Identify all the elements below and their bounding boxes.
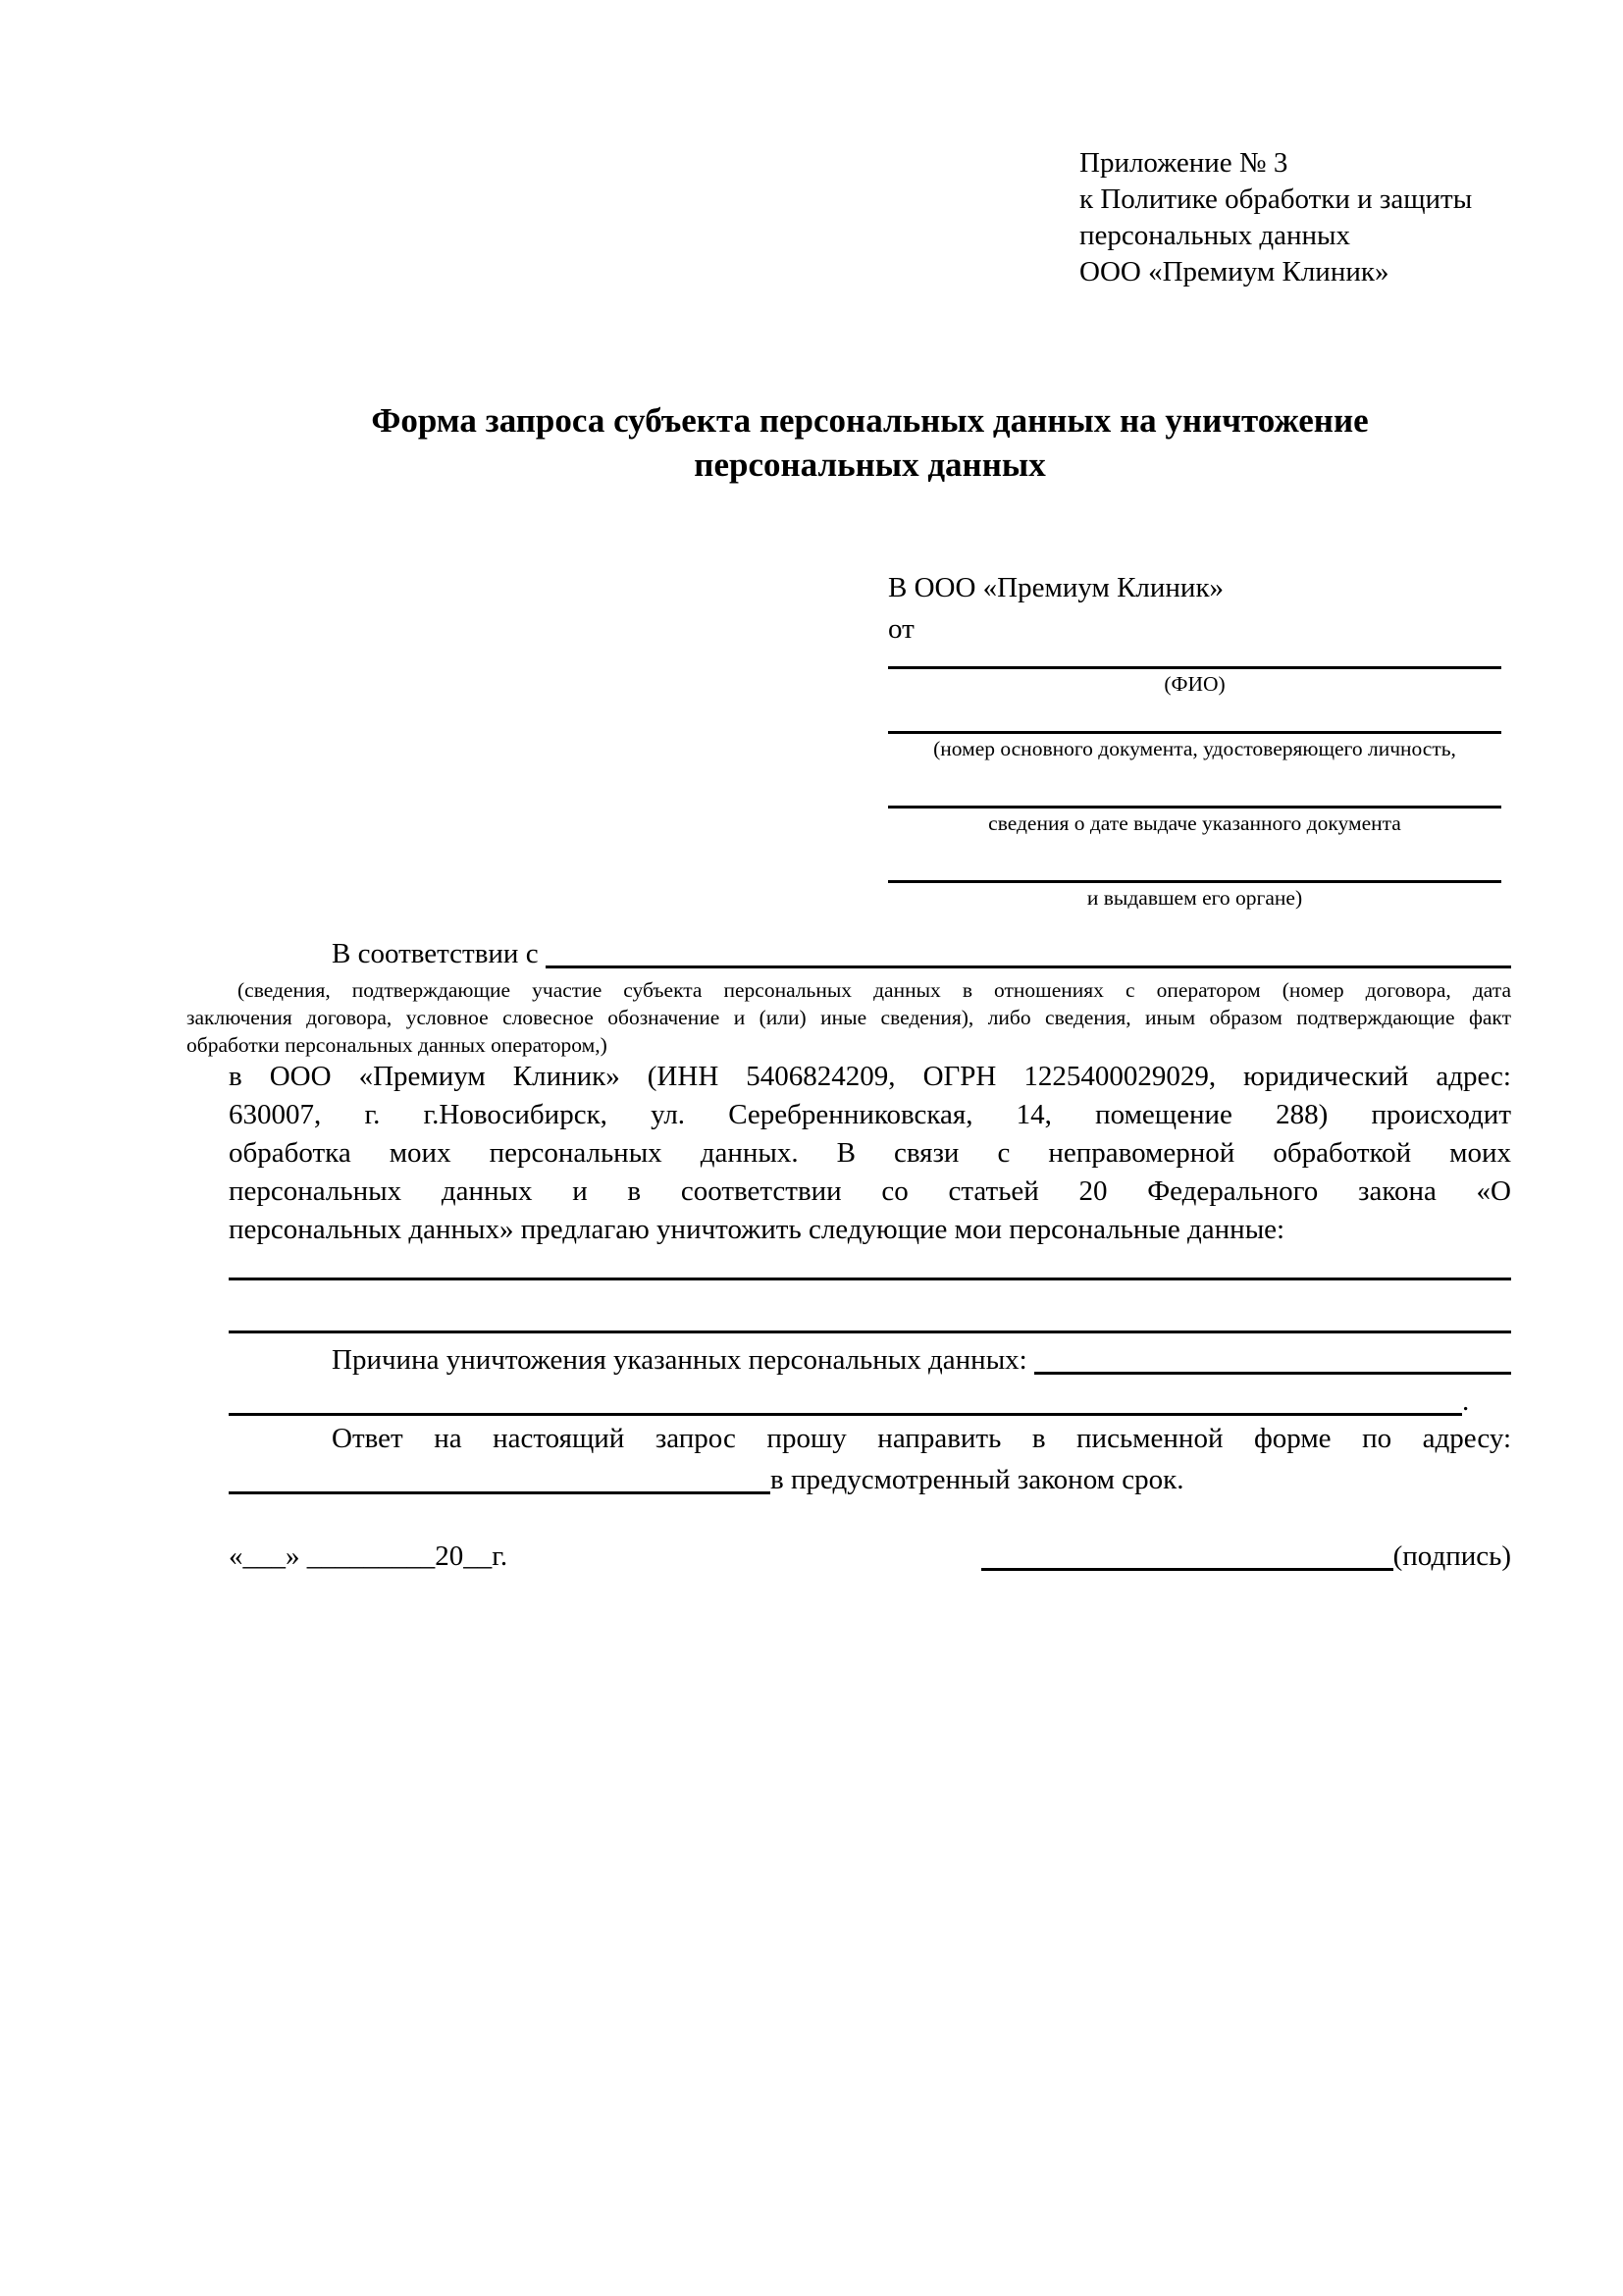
accordance-note-line: (сведения, подтверждающие участие субъекта персональных данных в отношениях с оператором (номер договора, дата: [237, 978, 1511, 1002]
paragraph-line: в ООО «Премиум Клиник» (ИНН 5406824209, ОГРН 1225400029029, юридический адрес:: [229, 1061, 1511, 1092]
form-title-line: Форма запроса субъекта персональных данных на уничтожение: [371, 401, 1369, 440]
doc-number-blank-line: [888, 699, 1501, 734]
doc-number-caption: (номер основного документа, удостоверяющего личность,: [933, 737, 1456, 760]
doc-issuer-blank-line: [888, 838, 1501, 883]
address-blank-line: [229, 1458, 770, 1494]
signature-blank-line: [981, 1533, 1393, 1571]
doc-date-blank-line: [888, 763, 1501, 809]
accordance-note-line: заключения договора, условное словесное обозначение и (или) иные сведения), либо сведения, иным образом подтверждающие факт: [186, 1006, 1511, 1029]
fio-blank-line: [888, 650, 1501, 669]
appendix-header: [1079, 145, 1472, 290]
paragraph-line: персональных данных» предлагаю уничтожить следующие мои персональные данные:: [229, 1214, 1285, 1245]
response-address-line: [229, 1458, 1511, 1499]
reason-continuation-line: [229, 1378, 1511, 1422]
doc-issuer-caption: и выдавшем его органе): [1086, 886, 1303, 910]
signature-caption: (подпись): [1392, 1540, 1511, 1572]
appendix-header-line: ООО «Премиум Клиник»: [1079, 256, 1389, 287]
reason-period: .: [1462, 1385, 1470, 1417]
appendix-header-line: персональных данных: [1079, 220, 1351, 251]
doc-date-caption: сведения о дате выдаче указанного документа: [988, 811, 1401, 835]
data-blank-line-2: [229, 1297, 1511, 1333]
addressee-from: от: [888, 613, 915, 645]
response-suffix: в предусмотренный законом срок.: [770, 1464, 1184, 1495]
reason-blank-line: [1034, 1336, 1511, 1375]
paragraph-line: персональных данных и в соответствии со статьей 20 Федерального закона «О: [229, 1175, 1511, 1207]
data-blank-line-1: [229, 1244, 1511, 1280]
accordance-line: [229, 930, 1511, 974]
accordance-note-line: обработки персональных данных оператором,): [186, 1033, 607, 1057]
accordance-label: В соответствии с: [332, 938, 546, 969]
response-request-line: Ответ на настоящий запрос прошу направить в письменной форме по адресу:: [332, 1423, 1511, 1454]
paragraph-line: 630007, г. г.Новосибирск, ул. Серебренниковская, 14, помещение 288) происходит: [229, 1099, 1511, 1130]
fio-caption: (ФИО): [1164, 672, 1226, 696]
addressee-block: [888, 567, 1501, 913]
addressee-to: В ООО «Премиум Клиник»: [888, 572, 1225, 603]
signature-group: [981, 1533, 1511, 1577]
footer-row: [229, 1533, 1511, 1577]
form-title-line: персональных данных: [694, 445, 1046, 484]
appendix-header-line: к Политике обработки и защиты: [1079, 183, 1473, 215]
date-line: «___» _________20__г.: [229, 1540, 508, 1572]
main-paragraph: [229, 1058, 1511, 1249]
paragraph-line: обработка моих персональных данных. В связи с неправомерной обработкой моих: [229, 1137, 1511, 1169]
reason-blank-line-2: [229, 1378, 1462, 1416]
reason-label: Причина уничтожения указанных персональных данных:: [332, 1344, 1034, 1376]
reason-line: [229, 1336, 1511, 1381]
accordance-note: [186, 976, 1511, 1059]
appendix-header-line: Приложение № 3: [1079, 147, 1288, 179]
accordance-blank-line: [546, 930, 1511, 968]
form-title: [229, 398, 1511, 487]
